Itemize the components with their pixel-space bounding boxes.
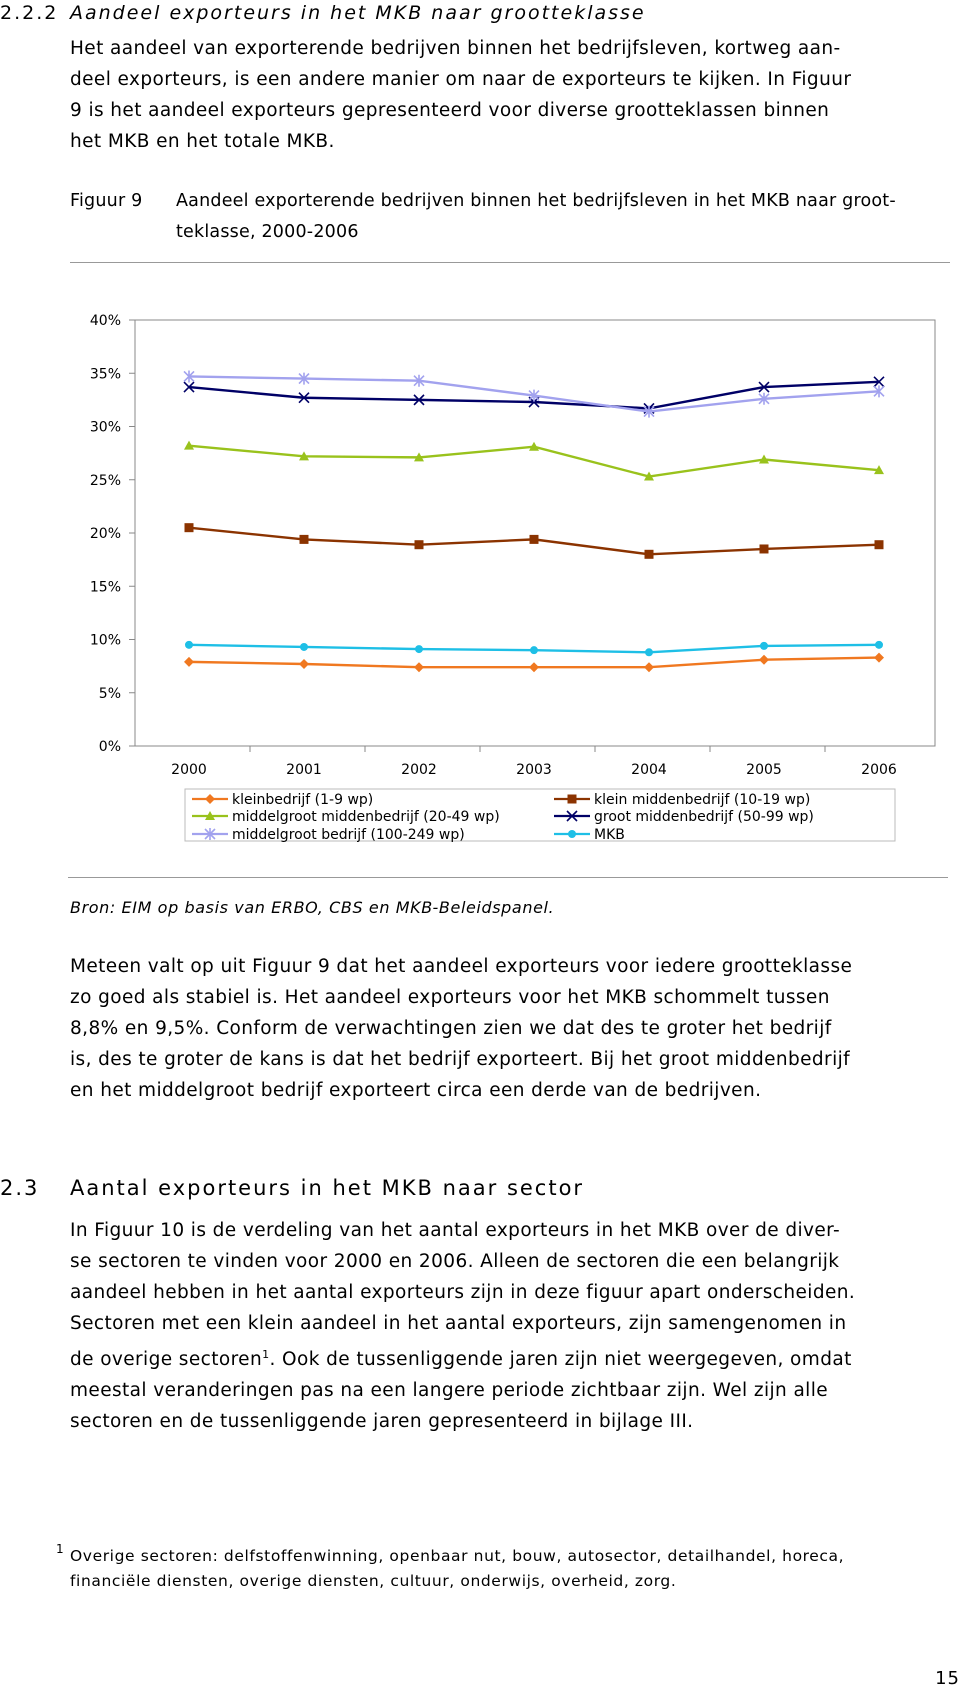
section-title: Aantal exporteurs in het MKB naar sector — [70, 1176, 585, 1200]
legend-label: MKB — [594, 827, 625, 843]
legend-item — [192, 809, 500, 825]
paragraph-line: aandeel hebben in het aantal exporteurs zijn in deze figuur apart onderscheiden. — [70, 1282, 856, 1303]
x-tick-label: 2002 — [401, 762, 437, 778]
line-chart — [0, 280, 960, 860]
data-point — [530, 646, 538, 654]
legend-label: groot middenbedrijf (50-99 wp) — [594, 809, 814, 825]
legend-label: middelgroot bedrijf (100-249 wp) — [232, 827, 465, 843]
footnote-text — [70, 1544, 950, 1594]
series — [185, 641, 883, 656]
data-point — [530, 535, 539, 544]
footnote-line: financiële diensten, overige diensten, cultuur, onderwijs, overheid, zorg. — [70, 1572, 677, 1590]
paragraph-line: 9 is het aandeel exporteurs gepresenteerd voor diverse grootteklassen binnen — [70, 100, 830, 121]
y-tick-label: 10% — [89, 632, 121, 649]
paragraph-line: Sectoren met een klein aandeel in het aantal exporteurs, zijn samengenomen in — [70, 1313, 847, 1334]
legend-label: kleinbedrijf (1-9 wp) — [232, 792, 374, 808]
data-point — [874, 653, 884, 663]
page-number: 15 — [935, 1668, 960, 1689]
footnote-line: Overige sectoren: delfstoffenwinning, openbaar nut, bouw, autosector, detailhandel, horeca, — [70, 1547, 845, 1565]
x-tick-label: 2001 — [286, 762, 322, 778]
data-point — [875, 641, 883, 649]
figure-caption — [176, 186, 896, 248]
data-point — [415, 540, 424, 549]
series — [184, 370, 884, 417]
paragraph-line: 8,8% en 9,5%. Conform de verwachtingen zien we dat des te groter het bedrijf — [70, 1018, 832, 1039]
data-point — [185, 641, 193, 649]
paragraph-line: meestal veranderingen pas na een langere periode zichtbaar zijn. Wel zijn alle — [70, 1380, 829, 1402]
data-point — [414, 662, 424, 672]
section-number: 2.2.2 — [0, 2, 59, 24]
data-point — [184, 657, 194, 667]
x-axis — [171, 746, 897, 778]
y-tick-label: 35% — [89, 366, 121, 383]
caption-line: Aandeel exporterende bedrijven binnen het bedrijfsleven in het MKB naar groot- — [176, 191, 896, 211]
y-tick-label: 20% — [89, 526, 121, 542]
footnote-mark: 1 — [56, 1542, 64, 1556]
data-point — [760, 544, 769, 553]
paragraph-line: en het middelgroot bedrijf exporteert circa een derde van de bedrijven. — [70, 1080, 762, 1101]
x-tick-label: 2000 — [171, 762, 207, 778]
line-text: . Ook de tussenliggende jaren zijn niet weergegeven, omdat — [269, 1349, 852, 1371]
x-tick-label: 2004 — [631, 762, 667, 778]
figure-source: Bron: EIM op basis van ERBO, CBS en MKB-Beleidspanel. — [70, 898, 555, 917]
x-tick-label: 2005 — [746, 762, 782, 778]
data-point — [415, 645, 423, 653]
data-point — [645, 648, 653, 656]
y-tick-label: 25% — [89, 472, 121, 489]
caption-line: teklasse, 2000-2006 — [176, 222, 359, 242]
x-tick-label: 2003 — [516, 762, 552, 778]
paragraph-line — [70, 1339, 940, 1375]
y-tick-label: 15% — [89, 579, 121, 596]
data-point — [644, 662, 654, 672]
data-point — [875, 540, 884, 549]
legend-marker — [568, 795, 577, 804]
line-text: de overige sectoren — [70, 1349, 263, 1371]
paragraph-line: se sectoren te vinden voor 2000 en 2006. Alleen de sectoren die een belangrijk — [70, 1251, 840, 1272]
paragraph-line: In Figuur 10 is de verdeling van het aantal exporteurs in het MKB over de diver- — [70, 1220, 841, 1241]
data-point — [645, 550, 654, 559]
series-layer — [184, 370, 884, 672]
intro-paragraph — [70, 33, 940, 157]
y-tick-label: 40% — [89, 313, 121, 329]
y-tick-label: 30% — [89, 419, 121, 436]
section-number: 2.3 — [0, 1176, 40, 1200]
section-heading-2-2-2 — [0, 2, 960, 28]
series — [184, 441, 884, 481]
data-point — [759, 655, 769, 665]
series — [185, 523, 884, 559]
data-point — [299, 659, 309, 669]
data-point — [300, 643, 308, 651]
legend-item — [192, 827, 465, 843]
paragraph-line: Het aandeel van exporterende bedrijven binnen het bedrijfsleven, kortweg aan- — [70, 38, 841, 59]
paragraph-line: zo goed als stabiel is. Het aandeel exporteurs voor het MKB schommelt tussen — [70, 987, 830, 1008]
series — [184, 653, 884, 673]
analysis-paragraph — [70, 951, 940, 1106]
paragraph-line: sectoren en de tussenliggende jaren gepresenteerd in bijlage III. — [70, 1411, 694, 1433]
y-tick-label: 0% — [98, 739, 121, 755]
figure-top-rule — [70, 262, 950, 263]
legend-marker — [568, 830, 576, 838]
figure-bottom-rule — [68, 877, 948, 878]
y-tick-label: 5% — [98, 685, 121, 702]
x-tick-label: 2006 — [861, 762, 897, 778]
data-point — [760, 642, 768, 650]
paragraph-line: is, des te groter de kans is dat het bedrijf exporteert. Bij het groot middenbedrijf — [70, 1049, 851, 1070]
data-point — [300, 535, 309, 544]
paragraph-line: Meteen valt op uit Figuur 9 dat het aandeel exporteurs voor iedere grootteklasse — [70, 956, 853, 977]
section-title: Aandeel exporteurs in het MKB naar grootteklasse — [70, 2, 646, 24]
legend-label: middelgroot middenbedrijf (20-49 wp) — [232, 809, 500, 825]
sector-paragraph — [70, 1215, 940, 1437]
paragraph-line: het MKB en het totale MKB. — [70, 131, 335, 152]
section-heading-2-3 — [0, 1176, 960, 1204]
figure-label: Figuur 9 — [70, 191, 143, 211]
legend-label: klein middenbedrijf (10-19 wp) — [594, 792, 811, 808]
data-point — [529, 662, 539, 672]
footnote-reference[interactable]: 1 — [262, 1348, 270, 1361]
y-axis — [90, 313, 135, 755]
data-point — [185, 523, 194, 532]
paragraph-line: deel exporteurs, is een andere manier om naar de exporteurs te kijken. In Figuur — [70, 69, 852, 90]
